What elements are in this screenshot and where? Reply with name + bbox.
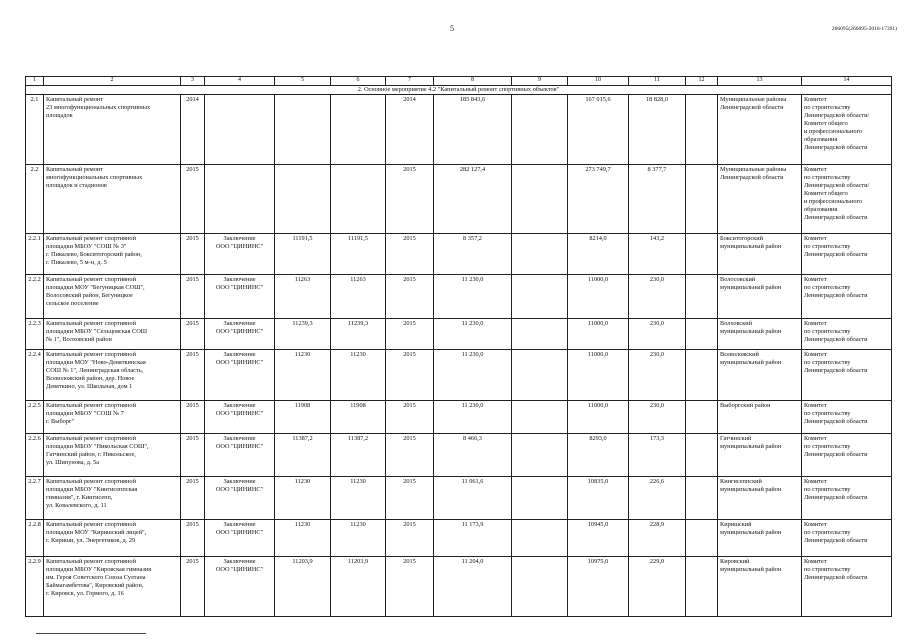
regional-budget-cell: 11000,0: [568, 274, 629, 318]
project-cost-cell: [331, 164, 386, 233]
activity-name-cell: Капитальный ремонт спортивной площадки МБОУ "Сельцовская СОШ № 1", Волховский район: [44, 318, 181, 349]
column-number-cell: 10: [568, 77, 629, 86]
total-financing-cell: 282 127,4: [434, 164, 512, 233]
estimated-cost-cell: 11908: [275, 400, 331, 433]
executor-district-cell: Муниципальные районы Ленинградской области: [718, 164, 802, 233]
project-cost-cell: 11387,2: [331, 433, 386, 476]
federal-budget-cell: [512, 94, 568, 164]
implementation-year-cell: 2015: [386, 274, 434, 318]
activity-name-cell: Капитальный ремонт спортивной площадки МБОУ "Кингисеппская гимназия", г. Кингисепп, ул. Ковалевского, д. 11: [44, 476, 181, 519]
regional-budget-cell: 10835,0: [568, 476, 629, 519]
table-row: [26, 519, 892, 556]
row-number-cell: 2.2.7: [26, 476, 44, 519]
table-row: [26, 556, 892, 616]
column-number-cell: 3: [181, 77, 205, 86]
section-row: [26, 85, 892, 94]
project-cost-cell: 11203,9: [331, 556, 386, 616]
project-cost-cell: 11239,3: [331, 318, 386, 349]
year-cell: 2015: [181, 274, 205, 318]
estimated-cost-cell: 11203,9: [275, 556, 331, 616]
table-row: [26, 164, 892, 233]
other-sources-cell: [686, 476, 718, 519]
federal-budget-cell: [512, 556, 568, 616]
executor-district-cell: Кировский муниципальный район: [718, 556, 802, 616]
regional-budget-cell: 10945,0: [568, 519, 629, 556]
implementation-year-cell: 2015: [386, 233, 434, 274]
implementation-year-cell: 2015: [386, 400, 434, 433]
activities-table: [25, 76, 892, 617]
row-number-cell: 2.2.8: [26, 519, 44, 556]
federal-budget-cell: [512, 433, 568, 476]
table-row: [26, 349, 892, 400]
regional-budget-cell: 11000,0: [568, 318, 629, 349]
activity-name-cell: Капитальный ремонт 23 многофункциональных спортивных площадок: [44, 94, 181, 164]
executor-district-cell: Бокситогорский муниципальный район: [718, 233, 802, 274]
row-number-cell: 2.2.2: [26, 274, 44, 318]
executor-district-cell: Волховский муниципальный район: [718, 318, 802, 349]
estimated-cost-cell: 11263: [275, 274, 331, 318]
local-budget-cell: 230,0: [629, 274, 686, 318]
project-cost-cell: 11230: [331, 476, 386, 519]
other-sources-cell: [686, 349, 718, 400]
federal-budget-cell: [512, 233, 568, 274]
column-number-cell: 6: [331, 77, 386, 86]
regional-budget-cell: 167 015,6: [568, 94, 629, 164]
project-cost-cell: [331, 94, 386, 164]
column-number-cell: 14: [802, 77, 892, 86]
responsible-committee-cell: Комитет по строительству Ленинградской области/ Комитет общего и профессионального образования Ленинградской области: [802, 164, 892, 233]
expertise-conclusion-cell: Заключение ООО "ЦИНИНС": [205, 274, 275, 318]
year-cell: 2015: [181, 400, 205, 433]
estimated-cost-cell: 11387,2: [275, 433, 331, 476]
responsible-committee-cell: Комитет по строительству Ленинградской области: [802, 233, 892, 274]
total-financing-cell: 11 204,0: [434, 556, 512, 616]
total-financing-cell: 11 230,0: [434, 274, 512, 318]
expertise-conclusion-cell: Заключение ООО "ЦИНИНС": [205, 476, 275, 519]
total-financing-cell: 11 230,0: [434, 349, 512, 400]
implementation-year-cell: 2015: [386, 556, 434, 616]
estimated-cost-cell: 11230: [275, 476, 331, 519]
table-row: [26, 400, 892, 433]
project-cost-cell: 11230: [331, 519, 386, 556]
year-cell: 2015: [181, 519, 205, 556]
year-cell: 2015: [181, 476, 205, 519]
estimated-cost-cell: [275, 164, 331, 233]
other-sources-cell: [686, 433, 718, 476]
table-row: [26, 433, 892, 476]
local-budget-cell: 143,2: [629, 233, 686, 274]
document-code: 266095(266095-2016-17391): [831, 26, 897, 32]
column-number-cell: 1: [26, 77, 44, 86]
regional-budget-cell: 11000,0: [568, 349, 629, 400]
table-row: [26, 318, 892, 349]
total-financing-cell: 8 466,3: [434, 433, 512, 476]
responsible-committee-cell: Комитет по строительству Ленинградской области: [802, 349, 892, 400]
table-row: [26, 94, 892, 164]
executor-district-cell: Выборгский район: [718, 400, 802, 433]
row-number-cell: 2.2.6: [26, 433, 44, 476]
implementation-year-cell: 2015: [386, 519, 434, 556]
expertise-conclusion-cell: Заключение ООО "ЦИНИНС": [205, 519, 275, 556]
expertise-conclusion-cell: Заключение ООО "ЦИНИНС": [205, 433, 275, 476]
local-budget-cell: 229,0: [629, 556, 686, 616]
total-financing-cell: 185 843,6: [434, 94, 512, 164]
year-cell: 2015: [181, 233, 205, 274]
other-sources-cell: [686, 233, 718, 274]
year-cell: 2014: [181, 94, 205, 164]
estimated-cost-cell: 11230: [275, 349, 331, 400]
activity-name-cell: Капитальный ремонт спортивной площадки МОУ "Бегуницкая СОШ", Волосовский район, Бегуницкое сельское поселение: [44, 274, 181, 318]
total-financing-cell: 11 230,0: [434, 400, 512, 433]
year-cell: 2015: [181, 556, 205, 616]
local-budget-cell: 226,6: [629, 476, 686, 519]
other-sources-cell: [686, 164, 718, 233]
activity-name-cell: Капитальный ремонт спортивной площадки МБОУ "СОШ № 3" г. Пикалево, Бокситогорский район, г. Пикалево, 5 м-н, д. 5: [44, 233, 181, 274]
expertise-conclusion-cell: Заключение ООО "ЦИНИНС": [205, 556, 275, 616]
responsible-committee-cell: Комитет по строительству Ленинградской области: [802, 556, 892, 616]
estimated-cost-cell: [275, 94, 331, 164]
executor-district-cell: Киришский муниципальный район: [718, 519, 802, 556]
row-number-cell: 2.2.9: [26, 556, 44, 616]
implementation-year-cell: 2015: [386, 433, 434, 476]
other-sources-cell: [686, 318, 718, 349]
regional-budget-cell: 11000,0: [568, 400, 629, 433]
project-cost-cell: 11263: [331, 274, 386, 318]
other-sources-cell: [686, 274, 718, 318]
column-number-cell: 4: [205, 77, 275, 86]
column-number-cell: 12: [686, 77, 718, 86]
project-cost-cell: 11191,5: [331, 233, 386, 274]
total-financing-cell: 11 230,0: [434, 318, 512, 349]
federal-budget-cell: [512, 349, 568, 400]
row-number-cell: 2.2.1: [26, 233, 44, 274]
implementation-year-cell: 2014: [386, 94, 434, 164]
estimated-cost-cell: 11230: [275, 519, 331, 556]
federal-budget-cell: [512, 164, 568, 233]
regional-budget-cell: 10975,0: [568, 556, 629, 616]
executor-district-cell: Кингисеппский муниципальный район: [718, 476, 802, 519]
implementation-year-cell: 2015: [386, 349, 434, 400]
implementation-year-cell: 2015: [386, 318, 434, 349]
activity-name-cell: Капитальный ремонт спортивной площадки МБОУ "Никольская СОШ", Гатчинский район, г. Никольское, ул. Шипунова, д. 5а: [44, 433, 181, 476]
regional-budget-cell: 8293,0: [568, 433, 629, 476]
other-sources-cell: [686, 519, 718, 556]
responsible-committee-cell: Комитет по строительству Ленинградской области: [802, 476, 892, 519]
column-number-cell: 5: [275, 77, 331, 86]
activity-name-cell: Капитальный ремонт спортивной площадки МОУ "Ново-Девяткинская СОШ № 1", Ленинградская область, Всеволожский район, дер. Новое Девяткино, ул. Школьная, дом 1: [44, 349, 181, 400]
regional-budget-cell: 8214,0: [568, 233, 629, 274]
year-cell: 2015: [181, 349, 205, 400]
total-financing-cell: 11 173,9: [434, 519, 512, 556]
local-budget-cell: 228,9: [629, 519, 686, 556]
responsible-committee-cell: Комитет по строительству Ленинградской области: [802, 274, 892, 318]
federal-budget-cell: [512, 519, 568, 556]
executor-district-cell: Волосовский муниципальный район: [718, 274, 802, 318]
responsible-committee-cell: Комитет по строительству Ленинградской области: [802, 519, 892, 556]
column-number-cell: 11: [629, 77, 686, 86]
other-sources-cell: [686, 556, 718, 616]
responsible-committee-cell: Комитет по строительству Ленинградской области: [802, 433, 892, 476]
row-number-cell: 2.2.3: [26, 318, 44, 349]
local-budget-cell: 230,0: [629, 400, 686, 433]
local-budget-cell: 230,0: [629, 349, 686, 400]
local-budget-cell: 173,3: [629, 433, 686, 476]
local-budget-cell: 8 377,7: [629, 164, 686, 233]
column-number-cell: 13: [718, 77, 802, 86]
column-number-cell: 7: [386, 77, 434, 86]
row-number-cell: 2.2.4: [26, 349, 44, 400]
local-budget-cell: 18 828,0: [629, 94, 686, 164]
activity-name-cell: Капитальный ремонт многофункциональных спортивных площадок и стадионов: [44, 164, 181, 233]
year-cell: 2015: [181, 318, 205, 349]
table-row: [26, 274, 892, 318]
project-cost-cell: 11230: [331, 349, 386, 400]
footnote-rule: [36, 633, 146, 634]
other-sources-cell: [686, 94, 718, 164]
executor-district-cell: Гатчинский муниципальный район: [718, 433, 802, 476]
federal-budget-cell: [512, 274, 568, 318]
year-cell: 2015: [181, 164, 205, 233]
executor-district-cell: Всеволожский муниципальный район: [718, 349, 802, 400]
expertise-conclusion-cell: [205, 94, 275, 164]
expertise-conclusion-cell: Заключение ООО "ЦИНИНС": [205, 318, 275, 349]
page-number: 5: [450, 24, 454, 33]
expertise-conclusion-cell: Заключение ООО "ЦИНИНС": [205, 349, 275, 400]
estimated-cost-cell: 11191,5: [275, 233, 331, 274]
project-cost-cell: 11908: [331, 400, 386, 433]
estimated-cost-cell: 11239,3: [275, 318, 331, 349]
implementation-year-cell: 2015: [386, 164, 434, 233]
column-number-cell: 9: [512, 77, 568, 86]
federal-budget-cell: [512, 476, 568, 519]
local-budget-cell: 230,0: [629, 318, 686, 349]
federal-budget-cell: [512, 400, 568, 433]
responsible-committee-cell: Комитет по строительству Ленинградской области: [802, 318, 892, 349]
activity-name-cell: Капитальный ремонт спортивной площадки МОУ "Киришский лицей", г. Кириши, ул. Энергетиков, д. 29: [44, 519, 181, 556]
column-number-cell: 2: [44, 77, 181, 86]
regional-budget-cell: 273 749,7: [568, 164, 629, 233]
implementation-year-cell: 2015: [386, 476, 434, 519]
total-financing-cell: 11 061,6: [434, 476, 512, 519]
row-number-cell: 2.1: [26, 94, 44, 164]
activity-name-cell: Капитальный ремонт спортивной площадки МБОУ "Кировская гимназия им. Героя Советского Союза Султана Баймагамбетова", Кировский район, г. Кировск, ул. Гормого, д. 16: [44, 556, 181, 616]
other-sources-cell: [686, 400, 718, 433]
expertise-conclusion-cell: Заключение ООО "ЦИНИНС": [205, 233, 275, 274]
table-row: [26, 476, 892, 519]
column-number-cell: 8: [434, 77, 512, 86]
table-row: [26, 233, 892, 274]
federal-budget-cell: [512, 318, 568, 349]
column-number-row: [26, 77, 892, 86]
activity-name-cell: Капитальный ремонт спортивной площадки МБОУ "СОШ № 7 г. Выборг": [44, 400, 181, 433]
section-title: 2. Основное мероприятие 4.2 "Капитальный ремонт спортивных объектов": [26, 85, 892, 94]
expertise-conclusion-cell: Заключение ООО "ЦИНИНС": [205, 400, 275, 433]
total-financing-cell: 8 357,2: [434, 233, 512, 274]
expertise-conclusion-cell: [205, 164, 275, 233]
responsible-committee-cell: Комитет по строительству Ленинградской области: [802, 400, 892, 433]
row-number-cell: 2.2.5: [26, 400, 44, 433]
row-number-cell: 2.2: [26, 164, 44, 233]
responsible-committee-cell: Комитет по строительству Ленинградской области/ Комитет общего и профессионального образования Ленинградской области: [802, 94, 892, 164]
year-cell: 2015: [181, 433, 205, 476]
executor-district-cell: Муниципальные районы Ленинградской области: [718, 94, 802, 164]
